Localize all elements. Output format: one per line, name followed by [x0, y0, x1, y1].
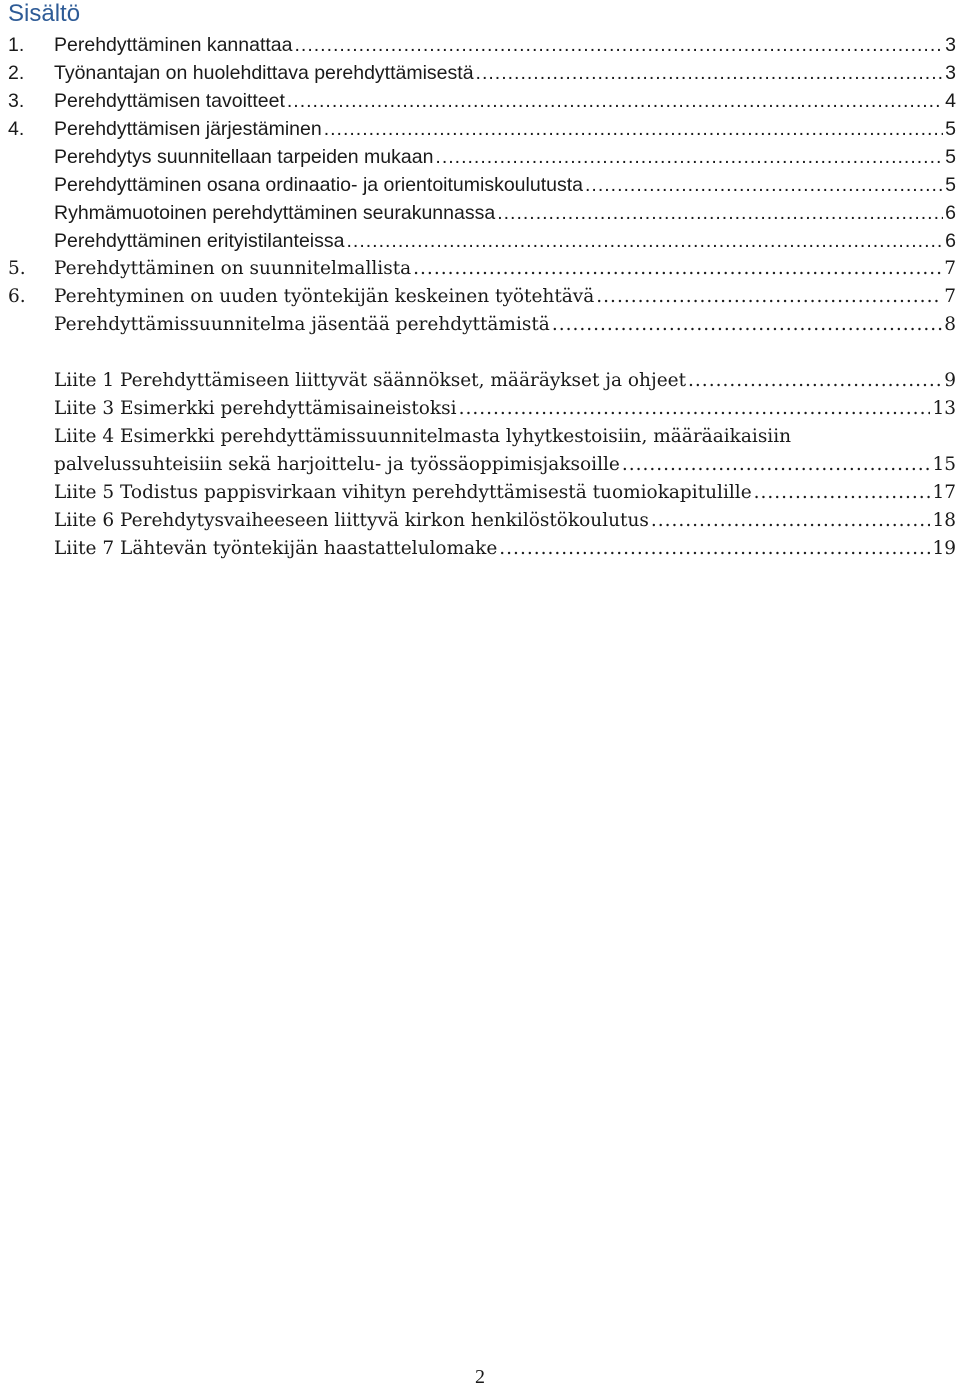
toc-dot-leader [754, 479, 931, 507]
toc-entry-title: Perehdyttäminen kannattaa [54, 34, 293, 56]
toc-entry-page: 5 [945, 118, 956, 140]
toc-appendix[interactable] [8, 535, 956, 563]
toc-entry-page: 6 [945, 202, 956, 224]
toc-entry-page: 3 [945, 34, 956, 56]
toc-appendix[interactable] [8, 423, 956, 479]
toc-subentry[interactable] [8, 199, 956, 227]
toc-entry-title: Perehdyttämisen tavoitteet [54, 90, 285, 112]
toc-entry-title: Liite 3 Esimerkki perehdyttämisaineistoksi [54, 398, 457, 419]
toc-dot-leader [622, 451, 931, 479]
toc-entry-title: Perehdyttämisen järjestäminen [54, 118, 322, 140]
toc-subentry[interactable] [8, 143, 956, 171]
toc-dot-leader [346, 227, 943, 255]
toc-entry-page: 7 [944, 258, 956, 279]
toc-entry-page: 19 [932, 538, 956, 559]
toc-appendix[interactable] [8, 507, 956, 535]
toc-entry-page: 13 [932, 398, 956, 419]
toc-entry-title: Liite 5 Todistus pappisvirkaan vihityn perehdyttämisestä tuomiokapitulille [54, 482, 752, 503]
toc-entry-title: Liite 7 Lähtevän työntekijän haastattelulomake [54, 538, 498, 559]
toc-entry-page: 7 [944, 286, 956, 307]
toc-entry-title-line2: palvelussuhteisiin sekä harjoittelu- ja työssäoppimisjaksoille [54, 454, 620, 475]
toc-dot-leader [435, 143, 943, 171]
table-of-contents [8, 31, 956, 563]
toc-dot-leader [596, 283, 942, 311]
toc-dot-leader [324, 115, 943, 143]
toc-entry-title: Perehdytys suunnitellaan tarpeiden mukaan [54, 146, 434, 168]
toc-dot-leader [459, 395, 931, 423]
toc-dot-leader [688, 367, 942, 395]
toc-entry-number: 5. [8, 258, 26, 279]
toc-entry-line2 [8, 451, 956, 479]
toc-entry-title-line1: Liite 4 Esimerkki perehdyttämissuunnitelmasta lyhytkestoisiin, määräaikaisiin [54, 426, 792, 447]
toc-entry-title: Liite 6 Perehdytysvaiheeseen liittyvä kirkon henkilöstökoulutus [54, 510, 649, 531]
toc-entry-number: 2. [8, 62, 25, 84]
toc-entry-4[interactable] [8, 115, 956, 143]
toc-entry-page: 18 [932, 510, 956, 531]
toc-entry-number: 1. [8, 34, 25, 56]
toc-entry-2[interactable] [8, 59, 956, 87]
toc-appendix[interactable] [8, 367, 956, 395]
toc-dot-leader [651, 507, 931, 535]
toc-entry-page: 5 [945, 146, 956, 168]
toc-entry-title: Ryhmämuotoinen perehdyttäminen seurakunnassa [54, 202, 496, 224]
toc-entry-page: 17 [932, 482, 956, 503]
toc-entry-page: 15 [932, 454, 956, 475]
page-title: Sisältö [8, 0, 81, 27]
toc-entry-6[interactable] [8, 283, 956, 311]
toc-entry-title: Perehdyttäminen erityistilanteissa [54, 230, 345, 252]
toc-entry-page: 6 [945, 230, 956, 252]
toc-subentry[interactable] [8, 171, 956, 199]
toc-entry-number: 6. [8, 286, 26, 307]
toc-entry-title: Työnantajan on huolehdittava perehdyttämisestä [54, 62, 474, 84]
toc-entry-title: Perehdyttämissuunnitelma jäsentää perehdyttämistä [54, 314, 550, 335]
toc-appendix[interactable] [8, 395, 956, 423]
toc-dot-leader [585, 171, 943, 199]
toc-entry-title: Perehdyttäminen on suunnitelmallista [54, 258, 412, 279]
toc-entry-page: 5 [945, 174, 956, 196]
toc-dot-leader [476, 59, 944, 87]
toc-entry-title: Perehdyttäminen osana ordinaatio- ja orientoitumiskoulutusta [54, 174, 583, 196]
toc-appendix[interactable] [8, 479, 956, 507]
toc-entry-page: 3 [945, 62, 956, 84]
toc-entry-page: 4 [945, 90, 956, 112]
toc-entry-page: 8 [944, 314, 956, 335]
toc-dot-leader [497, 199, 943, 227]
toc-entry-1[interactable] [8, 31, 956, 59]
toc-entry-number: 4. [8, 118, 25, 140]
toc-entry-page: 9 [944, 370, 956, 391]
toc-dot-leader [413, 255, 942, 283]
toc-entry-3[interactable] [8, 87, 956, 115]
toc-dot-leader [499, 535, 930, 563]
toc-entry-title: Perehtyminen on uuden työntekijän keskeinen työtehtävä [54, 286, 595, 307]
toc-dot-leader [552, 311, 942, 339]
toc-entry-number: 3. [8, 90, 25, 112]
page-number: 2 [475, 1366, 485, 1388]
toc-dot-leader [295, 31, 944, 59]
toc-dot-leader [287, 87, 943, 115]
toc-entry-title: Liite 1 Perehdyttämiseen liittyvät säännökset, määräykset ja ohjeet [54, 370, 687, 391]
toc-subentry[interactable] [8, 227, 956, 255]
toc-subentry[interactable] [8, 311, 956, 339]
toc-entry-5[interactable] [8, 255, 956, 283]
